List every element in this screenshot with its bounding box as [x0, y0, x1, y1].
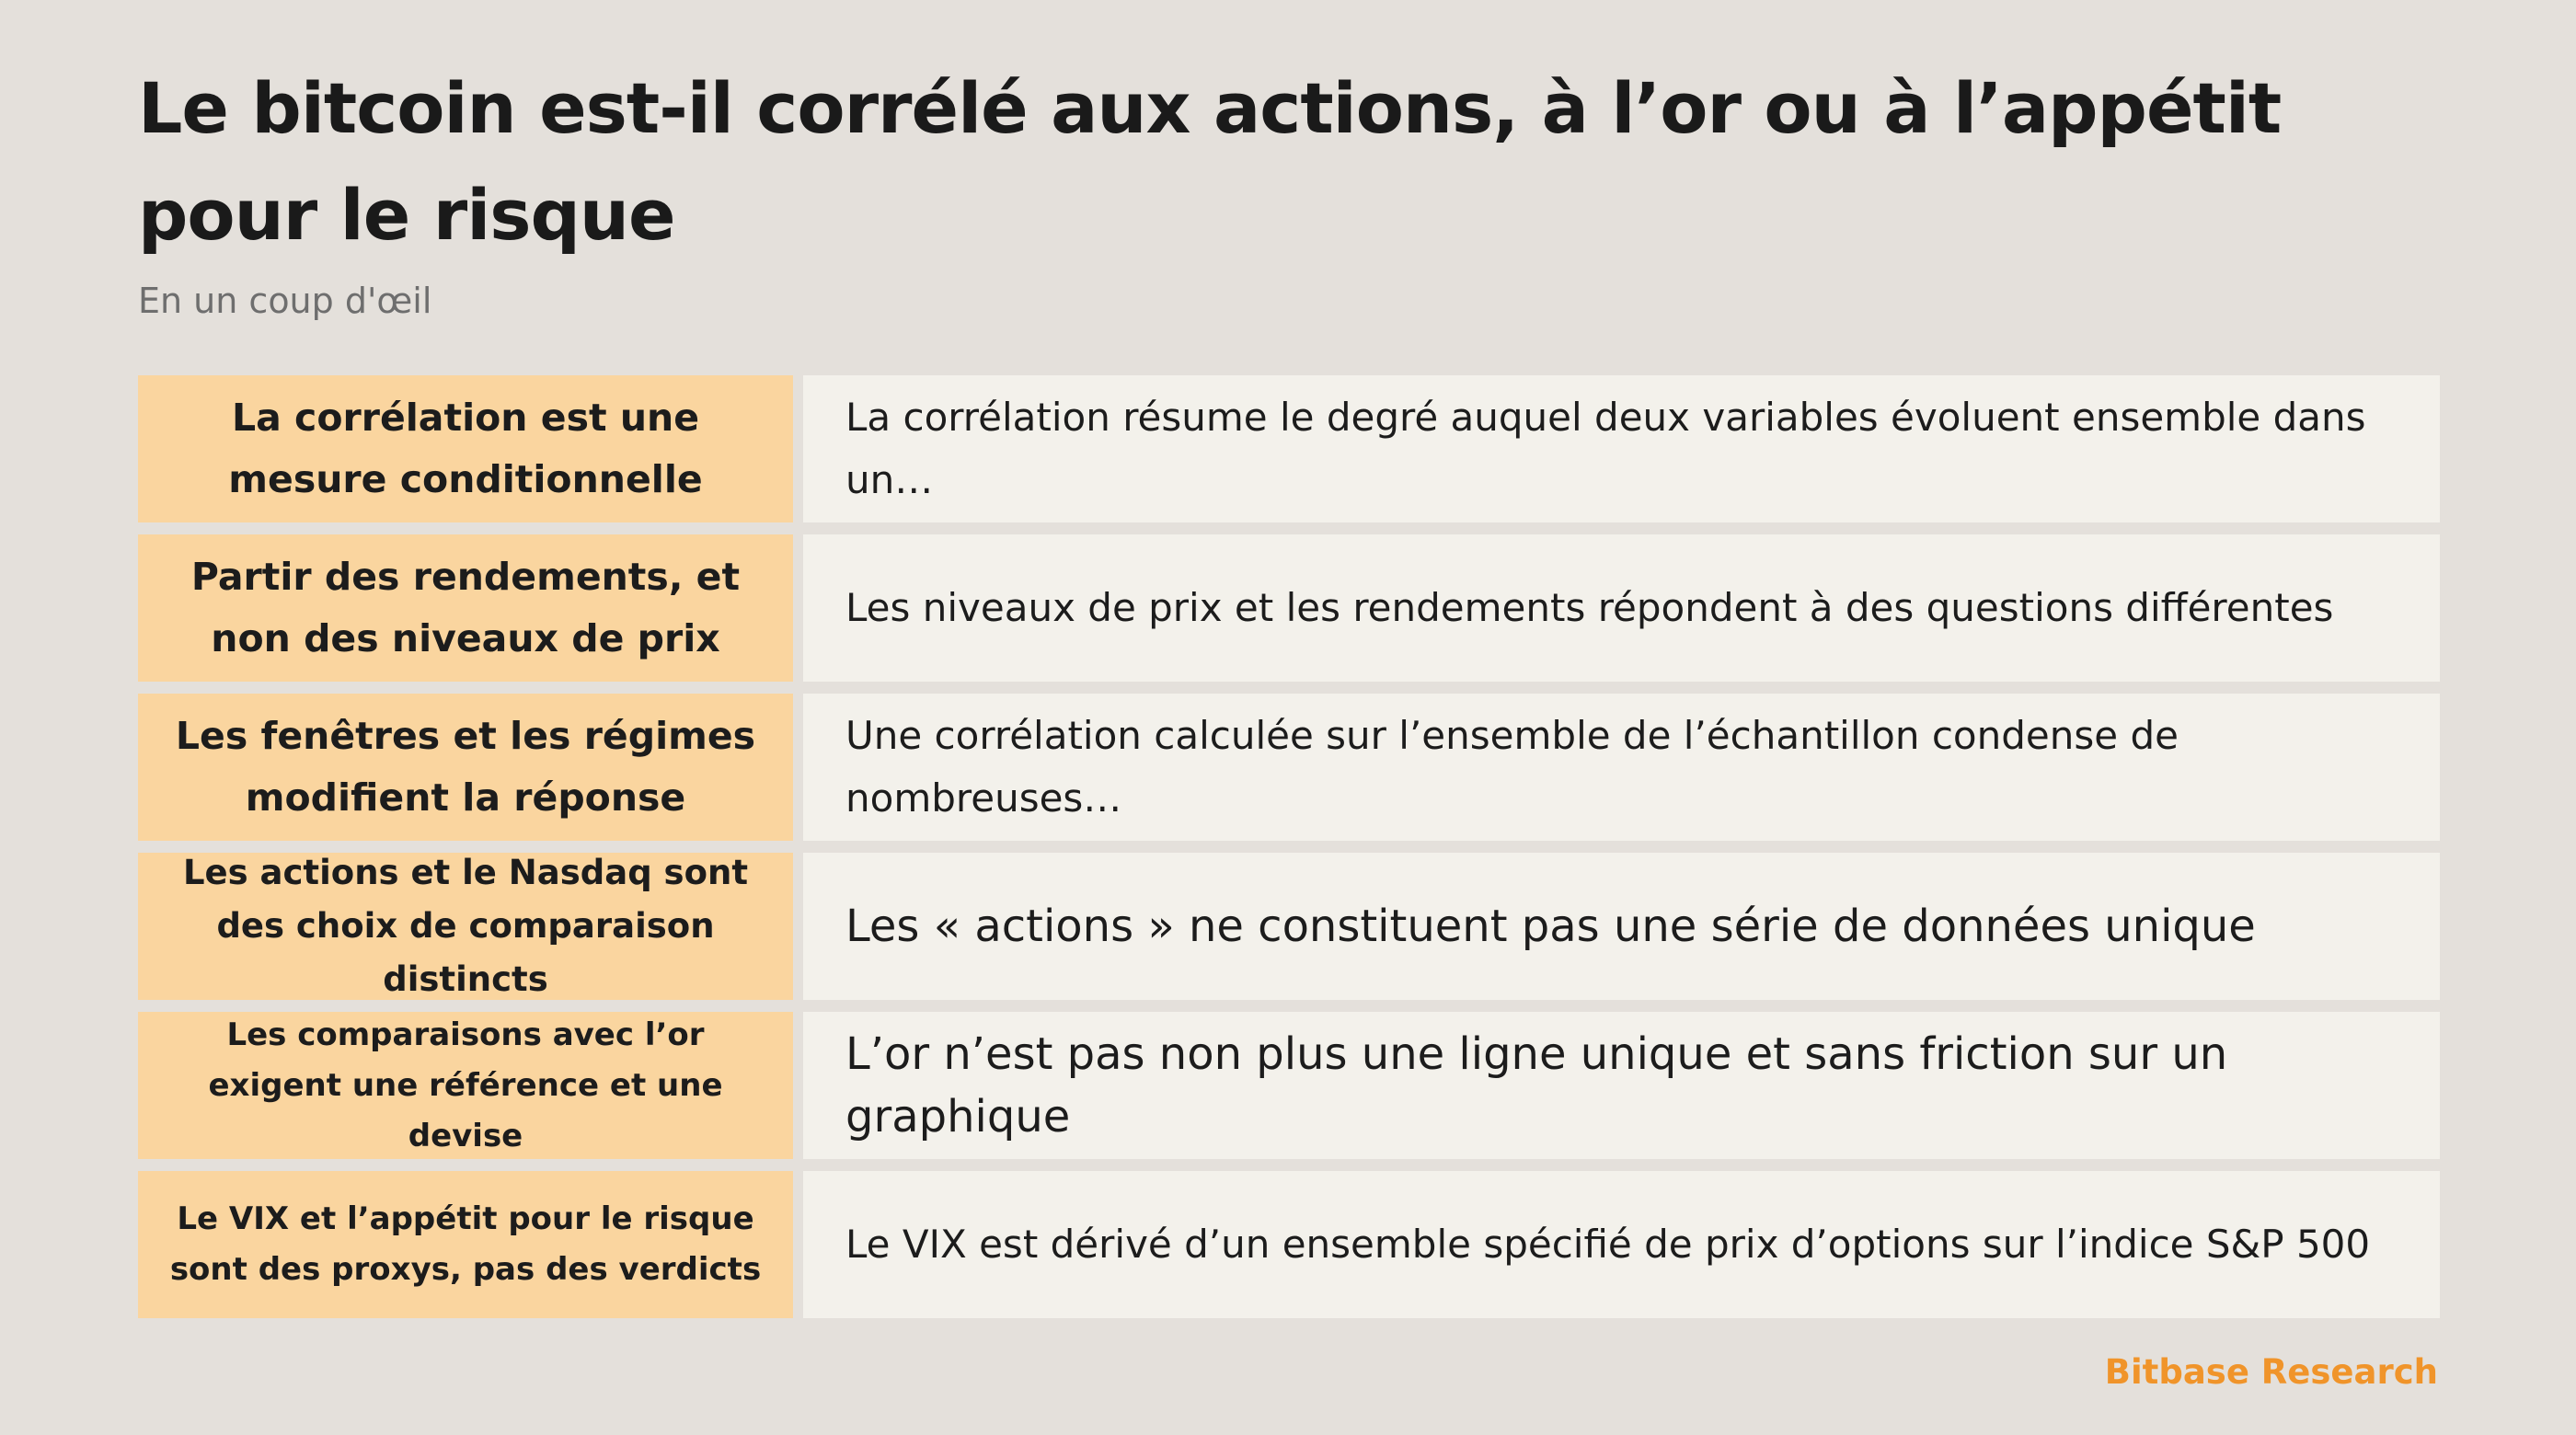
table-row [138, 853, 2440, 1000]
row-value: La corrélation résume le degré auquel deux variables évoluent ensemble dans un… [803, 375, 2440, 522]
table-row [138, 1012, 2440, 1159]
page-header [138, 55, 2440, 324]
table-row [138, 534, 2440, 682]
row-label: Partir des rendements, et non des niveaux de prix [138, 534, 793, 682]
row-value: Le VIX est dérivé d’un ensemble spécifié de prix d’options sur l’indice S&P 500 [803, 1171, 2440, 1318]
row-value: Les « actions » ne constituent pas une série de données unique [803, 853, 2440, 1000]
table-row [138, 1171, 2440, 1318]
row-label: La corrélation est une mesure conditionnelle [138, 375, 793, 522]
row-label: Les fenêtres et les régimes modifient la réponse [138, 694, 793, 841]
table-row [138, 694, 2440, 841]
brand-footer: Bitbase Research [2104, 1352, 2438, 1392]
row-label: Le VIX et l’appétit pour le risque sont des proxys, pas des verdicts [138, 1171, 793, 1318]
row-value: Les niveaux de prix et les rendements répondent à des questions différentes [803, 534, 2440, 682]
row-value: L’or n’est pas non plus une ligne unique et sans friction sur un graphique [803, 1012, 2440, 1159]
row-label: Les comparaisons avec l’or exigent une référence et une devise [138, 1012, 793, 1159]
page-title: Le bitcoin est-il corrélé aux actions, à l’or ou à l’appétit pour le risque [138, 67, 2282, 256]
row-value: Une corrélation calculée sur l’ensemble de l’échantillon condense de nombreuses… [803, 694, 2440, 841]
row-label: Les actions et le Nasdaq sont des choix de comparaison distincts [138, 853, 793, 1000]
page-subtitle: En un coup d'œil [138, 281, 432, 321]
summary-table [138, 375, 2440, 1318]
table-row [138, 375, 2440, 522]
